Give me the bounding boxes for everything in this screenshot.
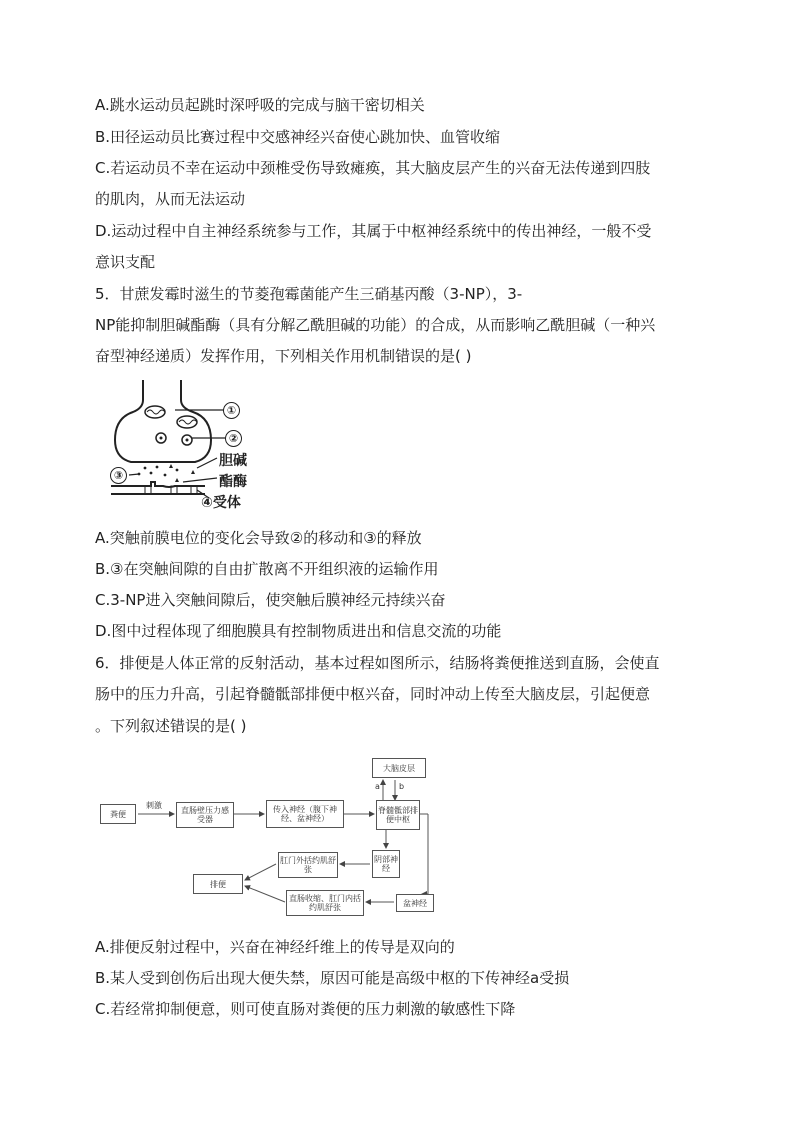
arrow-a-label: a: [375, 782, 380, 791]
label-esterase: 酯酶: [219, 474, 247, 490]
option-a-q6: A.排便反射过程中，兴奋在神经纤维上的传导是双向的: [95, 938, 455, 956]
box-rectal-contraction: 直肠收缩、肛门内括约肌舒张: [286, 890, 364, 916]
label-3: ③: [110, 467, 127, 484]
box-center: 脊髓骶部排便中枢: [376, 800, 420, 830]
question-6-stem: 6．排便是人体正常的反射活动，基本过程如图所示，结肠将粪便推送到直肠，会使直: [95, 654, 660, 672]
question-5-stem: 5．甘蔗发霉时滋生的节菱孢霉菌能产生三硝基丙酸（3-NP），3-: [95, 285, 523, 303]
option-c-q4-cont: 的肌肉，从而无法运动: [95, 190, 246, 208]
box-external-sphincter: 肛门外括约肌舒张: [278, 852, 338, 878]
question-5-stem-line2: NP能抑制胆碱酯酶（具有分解乙酰胆碱的功能）的合成，从而影响乙酰胆碱（一种兴: [95, 316, 656, 334]
option-d-q5: D.图中过程体现了细胞膜具有控制物质进出和信息交流的功能: [95, 622, 502, 640]
box-pelvic-nerve: 盆神经: [396, 894, 434, 912]
label-4-receptor: ④受体: [201, 495, 241, 511]
question-6-stem-line3: 。下列叙述错误的是( ): [95, 717, 247, 735]
synapse-figure: [105, 378, 275, 513]
option-c-q4: C.若运动员不幸在运动中颈椎受伤导致瘫痪，其大脑皮层产生的兴奋无法传递到四肢: [95, 159, 651, 177]
box-cortex: 大脑皮层: [372, 758, 426, 778]
label-choline: 胆碱: [219, 453, 247, 469]
box-pudendal: 阴部神经: [372, 850, 400, 878]
option-a-q5: A.突触前膜电位的变化会导致②的移动和③的释放: [95, 529, 422, 547]
label-stimulus: 刺激: [146, 801, 162, 810]
option-d-q4-cont: 意识支配: [95, 253, 156, 271]
question-5-stem-line3: 奋型神经递质）发挥作用，下列相关作用机制错误的是( ): [95, 347, 472, 365]
option-d-q4: D.运动过程中自主神经系统参与工作，其属于中枢神经系统中的传出神经，一般不受: [95, 222, 652, 240]
box-receptor: 直肠壁压力感受器: [176, 802, 234, 828]
defecation-flowchart: [100, 752, 445, 922]
arrow-b-label: b: [399, 782, 405, 791]
option-b-q5: B.③在突触间隙的自由扩散离不开组织液的运输作用: [95, 560, 439, 578]
box-afferent: 传入神经（腹下神经、盆神经）: [266, 800, 344, 828]
option-b-q6: B.某人受到创伤后出现大便失禁，原因可能是高级中枢的下传神经a受损: [95, 969, 570, 987]
label-2: ②: [225, 430, 242, 447]
option-b-q4: B.田径运动员比赛过程中交感神经兴奋使心跳加快、血管收缩: [95, 128, 501, 146]
option-c-q6: C.若经常抑制便意，则可使直肠对粪便的压力刺激的敏感性下降: [95, 1000, 516, 1018]
label-1: ①: [223, 402, 240, 419]
option-c-q5: C.3-NP进入突触间隙后，使突触后膜神经元持续兴奋: [95, 591, 446, 609]
box-feces: 粪便: [100, 804, 136, 824]
option-a-q4: A.跳水运动员起跳时深呼吸的完成与脑干密切相关: [95, 96, 425, 114]
box-defecation: 排便: [193, 874, 243, 894]
question-6-stem-line2: 肠中的压力升高，引起脊髓骶部排便中枢兴奋，同时冲动上传至大脑皮层，引起便意: [95, 685, 651, 703]
